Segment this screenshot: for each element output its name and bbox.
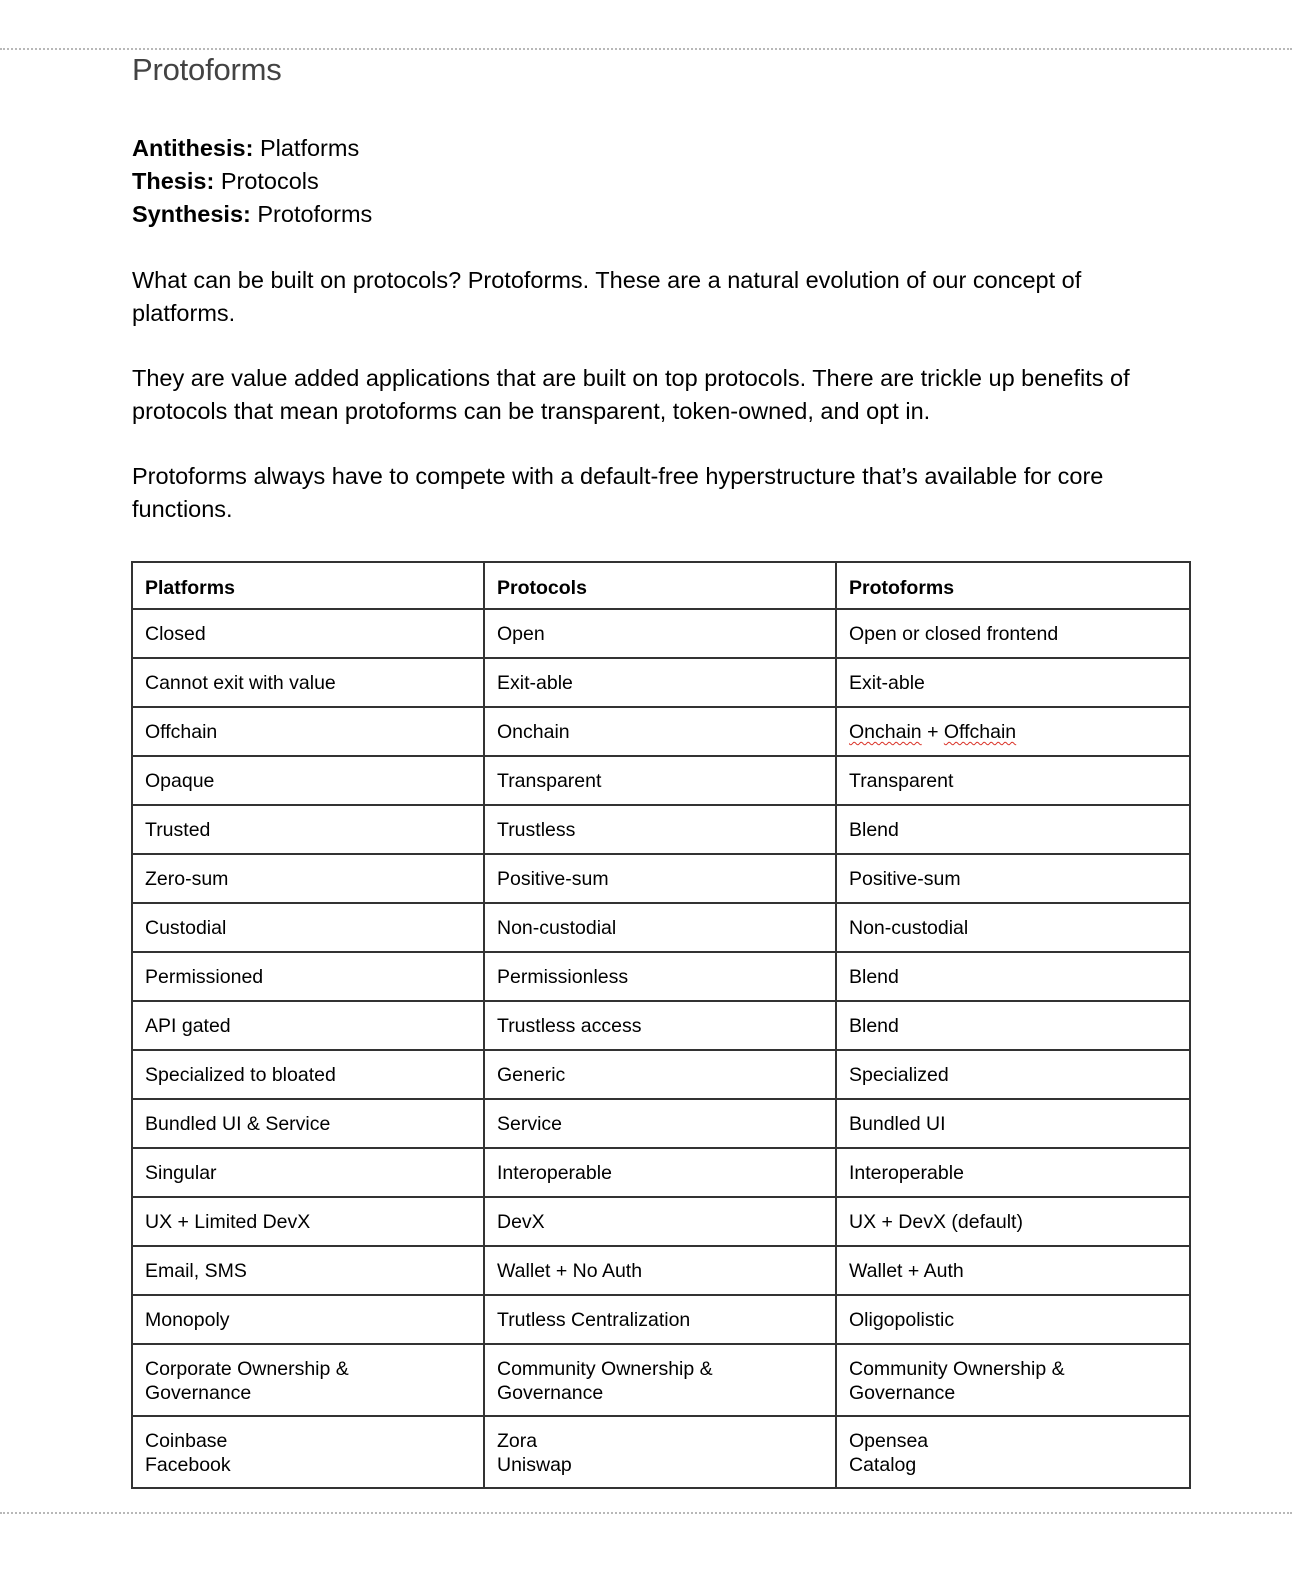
table-cell: Trustless	[484, 805, 836, 854]
cell-line: Corporate Ownership &	[145, 1358, 349, 1380]
table-cell: Opaque	[132, 756, 484, 805]
cell-line: Community Ownership &	[497, 1358, 713, 1380]
table-cell: Non-custodial	[836, 903, 1190, 952]
antithesis-value: Platforms	[259, 135, 360, 161]
page-break-bottom	[0, 1512, 1292, 1514]
table-row	[132, 1197, 1190, 1246]
cell-line: Governance	[145, 1382, 252, 1404]
table-row	[132, 707, 1190, 756]
table-cell: Blend	[836, 1001, 1190, 1050]
thesis-value: Protocols	[220, 168, 319, 194]
table-cell: Offchain	[132, 707, 484, 756]
thesis-label: Thesis:	[132, 168, 215, 194]
table-cell: Transparent	[484, 756, 836, 805]
table-cell: Email, SMS	[132, 1246, 484, 1295]
table-cell: Closed	[132, 609, 484, 658]
table-cell: Exit-able	[836, 658, 1190, 707]
table-cell: DevX	[484, 1197, 836, 1246]
table-cell: API gated	[132, 1001, 484, 1050]
table-row	[132, 903, 1190, 952]
table-row	[132, 1295, 1190, 1344]
comparison-table	[131, 561, 1191, 1489]
cell-line: Opensea	[849, 1430, 929, 1452]
table-row	[132, 1344, 1190, 1416]
table-row	[132, 1416, 1190, 1488]
thesis-line	[132, 165, 1190, 198]
antithesis-label: Antithesis:	[132, 135, 254, 161]
table-cell: Permissioned	[132, 952, 484, 1001]
table-row	[132, 1246, 1190, 1295]
table-cell: Generic	[484, 1050, 836, 1099]
plus-sign: +	[927, 721, 939, 743]
cell-line: Governance	[497, 1382, 604, 1404]
cell-line: Catalog	[849, 1454, 917, 1476]
table-row	[132, 1050, 1190, 1099]
table-cell	[132, 1344, 484, 1416]
table-cell: Positive-sum	[836, 854, 1190, 903]
table-cell: Wallet + Auth	[836, 1246, 1190, 1295]
table-cell	[836, 1416, 1190, 1488]
table-cell: Specialized	[836, 1050, 1190, 1099]
table-row	[132, 1148, 1190, 1197]
table-cell: Cannot exit with value	[132, 658, 484, 707]
table-cell	[836, 1344, 1190, 1416]
table-cell: Onchain	[484, 707, 836, 756]
table-cell: Permissionless	[484, 952, 836, 1001]
document-title: Protoforms	[132, 52, 282, 87]
table-cell: Interoperable	[836, 1148, 1190, 1197]
table-cell: Positive-sum	[484, 854, 836, 903]
table-cell	[132, 1416, 484, 1488]
antithesis-line	[132, 132, 1190, 165]
table-cell: Trusted	[132, 805, 484, 854]
cell-line: Community Ownership &	[849, 1358, 1065, 1380]
paragraph-intro: What can be built on protocols? Protoforms. These are a natural evolution of our concept of platforms.	[132, 267, 1082, 326]
table-cell: Oligopolistic	[836, 1295, 1190, 1344]
cell-line: Zora	[497, 1430, 538, 1452]
table-cell: Open or closed frontend	[836, 609, 1190, 658]
table-row	[132, 952, 1190, 1001]
table-cell: Bundled UI	[836, 1099, 1190, 1148]
table-cell: Exit-able	[484, 658, 836, 707]
table-row	[132, 1099, 1190, 1148]
table-cell	[484, 1344, 836, 1416]
table-cell	[484, 1416, 836, 1488]
document-body	[132, 50, 1190, 525]
table-row	[132, 854, 1190, 903]
header-platforms: Platforms	[132, 562, 484, 609]
paragraph-compete: Protoforms always have to compete with a default-free hyperstructure that’s available for core functions.	[132, 463, 1104, 522]
misspelled-word[interactable]: Onchain	[849, 721, 922, 743]
table-cell: Blend	[836, 952, 1190, 1001]
header-protoforms: Protoforms	[836, 562, 1190, 609]
table-header-row	[132, 562, 1190, 609]
cell-line: Governance	[849, 1382, 956, 1404]
table-cell: Blend	[836, 805, 1190, 854]
cell-line: Facebook	[145, 1454, 231, 1476]
header-protocols: Protocols	[484, 562, 836, 609]
table-cell: Interoperable	[484, 1148, 836, 1197]
table-row	[132, 658, 1190, 707]
synthesis-line	[132, 198, 1190, 231]
table-cell: UX + DevX (default)	[836, 1197, 1190, 1246]
table-cell: Service	[484, 1099, 836, 1148]
table-cell: Transparent	[836, 756, 1190, 805]
table-row	[132, 805, 1190, 854]
misspelled-word[interactable]: Offchain	[943, 721, 1017, 743]
table-cell: Singular	[132, 1148, 484, 1197]
synthesis-label: Synthesis:	[132, 201, 251, 227]
thesis-block	[132, 132, 1190, 231]
table-cell-spellcheck	[836, 707, 1190, 756]
table-cell: Bundled UI & Service	[132, 1099, 484, 1148]
table-row	[132, 1001, 1190, 1050]
table-cell: Specialized to bloated	[132, 1050, 484, 1099]
table-cell: Trutless Centralization	[484, 1295, 836, 1344]
table-cell: Open	[484, 609, 836, 658]
table-cell: Non-custodial	[484, 903, 836, 952]
cell-line: Uniswap	[497, 1454, 572, 1476]
paragraph-value-added: They are value added applications that are built on top protocols. There are trickle up benefits of protocols that mean protoforms can be transparent, token-owned, and opt in.	[132, 365, 1130, 424]
table-cell: Trustless access	[484, 1001, 836, 1050]
table-cell: Custodial	[132, 903, 484, 952]
table-cell: UX + Limited DevX	[132, 1197, 484, 1246]
table-row	[132, 756, 1190, 805]
table-cell: Wallet + No Auth	[484, 1246, 836, 1295]
table-cell: Monopoly	[132, 1295, 484, 1344]
cell-line: Coinbase	[145, 1430, 228, 1452]
table-cell: Zero-sum	[132, 854, 484, 903]
synthesis-value: Protoforms	[257, 201, 373, 227]
table-row	[132, 609, 1190, 658]
